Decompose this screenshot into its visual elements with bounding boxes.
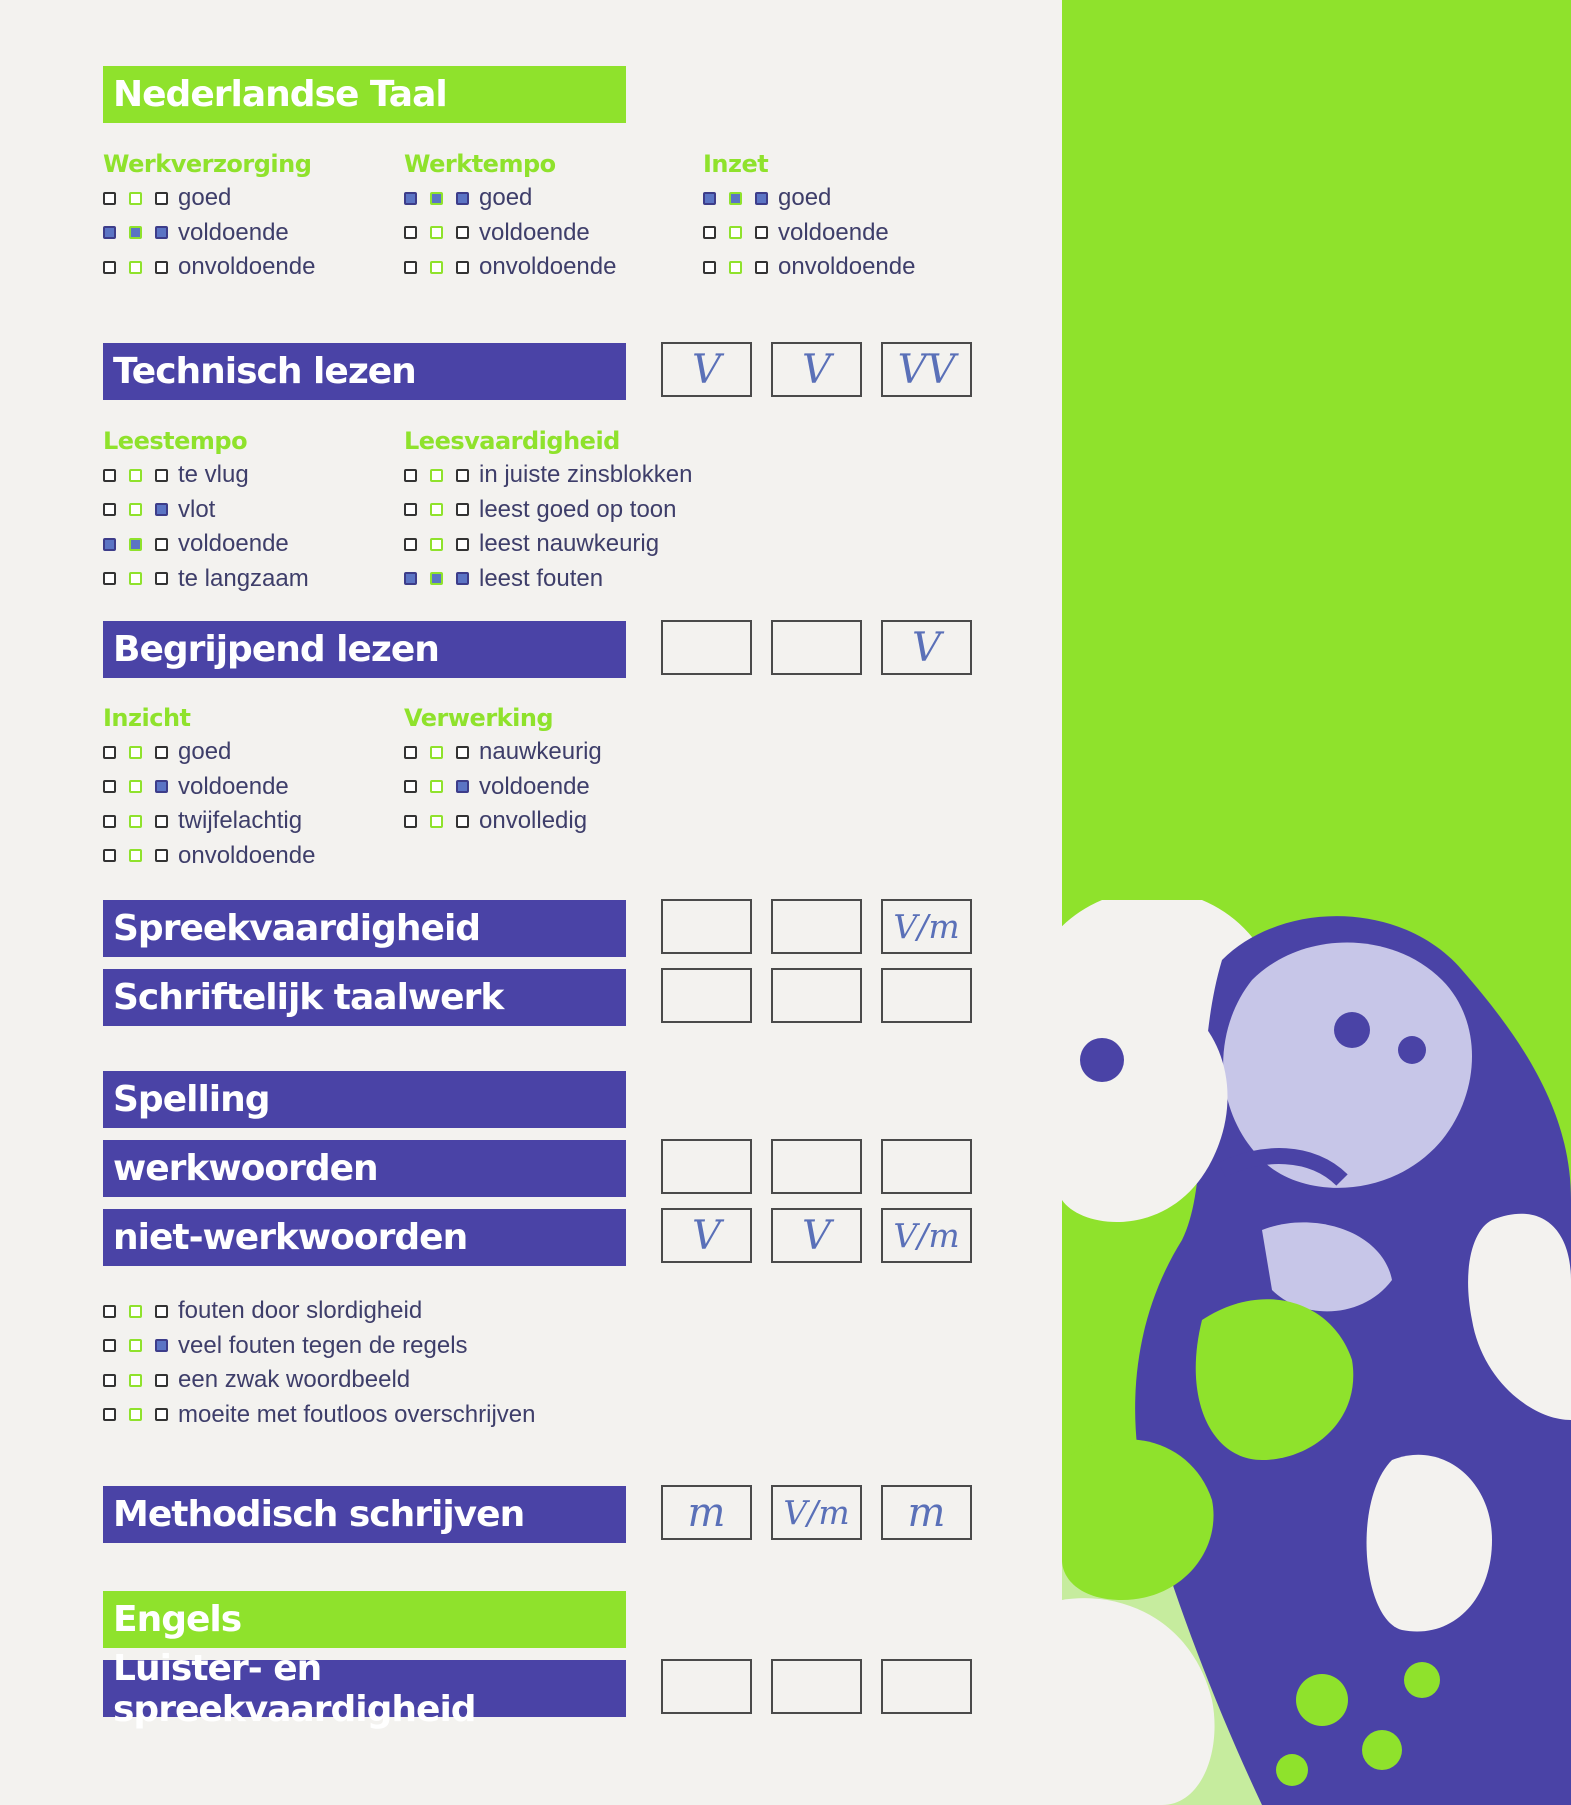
period-checkboxes <box>103 192 168 205</box>
section-title: niet-werkwoorden <box>113 1217 468 1258</box>
checkbox-period-2[interactable] <box>430 503 443 516</box>
checkbox-period-2[interactable] <box>129 849 142 862</box>
section-banner-nederlandse-taal <box>103 66 626 123</box>
checkbox-period-1[interactable] <box>103 261 116 274</box>
period-checkboxes <box>103 572 168 585</box>
checkbox-period-1[interactable] <box>404 780 417 793</box>
grade-box-period-1[interactable] <box>661 899 752 954</box>
period-checkboxes <box>103 849 168 862</box>
section-banner-niet-werkwoorden <box>103 1209 626 1266</box>
option-row <box>404 529 659 559</box>
section-banner-methodisch-schrijven <box>103 1486 626 1543</box>
checkbox-period-3[interactable] <box>155 849 168 862</box>
checkbox-period-3[interactable] <box>155 261 168 274</box>
checkbox-period-3[interactable] <box>456 469 469 482</box>
checkbox-period-1[interactable] <box>404 503 417 516</box>
checkbox-period-1[interactable] <box>103 538 116 551</box>
option-label: moeite met foutloos overschrijven <box>178 1400 536 1428</box>
checkbox-period-1[interactable] <box>103 503 116 516</box>
checkbox-period-2[interactable] <box>129 1339 142 1352</box>
checkbox-period-3[interactable] <box>155 1339 168 1352</box>
group-title: Leesvaardigheid <box>404 427 620 455</box>
option-row <box>404 806 587 836</box>
grade-box-period-1[interactable] <box>661 968 752 1023</box>
option-label: onvolledig <box>479 807 588 834</box>
grade-box-period-1[interactable] <box>661 1659 752 1714</box>
section-banner-engels <box>103 1591 626 1648</box>
checkbox-period-2[interactable] <box>129 503 142 516</box>
section-title: Schriftelijk taalwerk <box>113 977 504 1018</box>
checkbox-period-1[interactable] <box>404 226 417 239</box>
checkbox-period-1[interactable] <box>103 780 116 793</box>
checkbox-period-3[interactable] <box>456 538 469 551</box>
option-row <box>404 183 532 213</box>
checkbox-period-1[interactable] <box>103 469 116 482</box>
checkbox-period-3[interactable] <box>155 572 168 585</box>
checkbox-period-2[interactable] <box>129 572 142 585</box>
option-row <box>703 218 889 248</box>
checkbox-period-1[interactable] <box>103 192 116 205</box>
checkbox-period-1[interactable] <box>404 261 417 274</box>
grade-box-period-2[interactable]: V <box>771 1208 862 1263</box>
checkbox-period-3[interactable] <box>155 746 168 759</box>
checkbox-period-1[interactable] <box>103 1305 116 1318</box>
period-checkboxes <box>404 469 469 482</box>
section-banner-technisch-lezen <box>103 343 626 400</box>
grade-box-period-2[interactable]: V <box>771 342 862 397</box>
period-checkboxes <box>103 469 168 482</box>
checkbox-period-3[interactable] <box>456 746 469 759</box>
checkbox-period-2[interactable] <box>729 226 742 239</box>
period-checkboxes <box>404 780 469 793</box>
checkbox-period-3[interactable] <box>155 226 168 239</box>
checkbox-period-1[interactable] <box>703 261 716 274</box>
section-title: Spreekvaardigheid <box>113 908 481 949</box>
option-row <box>404 495 677 525</box>
checkbox-period-3[interactable] <box>456 572 469 585</box>
section-banner-begrijpend-lezen <box>103 621 626 678</box>
checkbox-period-2[interactable] <box>430 572 443 585</box>
checkbox-period-1[interactable] <box>103 1374 116 1387</box>
grade-box-period-1[interactable] <box>661 620 752 675</box>
option-row <box>103 218 289 248</box>
section-title: Nederlandse Taal <box>113 74 447 115</box>
option-row <box>703 252 915 282</box>
section-title: werkwoorden <box>113 1148 378 1189</box>
checkbox-period-3[interactable] <box>155 469 168 482</box>
grade-box-period-3[interactable] <box>881 1659 972 1714</box>
period-checkboxes <box>103 1374 168 1387</box>
option-label: onvoldoende <box>178 841 316 869</box>
checkbox-period-1[interactable] <box>404 746 417 759</box>
option-label: goed <box>778 184 832 211</box>
option-row <box>103 1296 422 1326</box>
option-label: onvoldoende <box>778 253 916 280</box>
period-checkboxes <box>103 503 168 516</box>
checkbox-period-1[interactable] <box>103 226 116 239</box>
period-checkboxes <box>103 746 168 759</box>
period-checkboxes <box>404 815 469 828</box>
checkbox-period-2[interactable] <box>129 780 142 793</box>
option-row <box>404 564 603 594</box>
group-title: Inzicht <box>103 704 191 732</box>
option-row <box>703 183 831 213</box>
checkbox-period-2[interactable] <box>129 1408 142 1421</box>
checkbox-period-3[interactable] <box>456 261 469 274</box>
checkbox-period-2[interactable] <box>129 815 142 828</box>
section-banner-luister-en-spreekvaardigheid <box>103 1647 626 1730</box>
grade-box-period-2[interactable]: V/m <box>771 1485 862 1540</box>
checkbox-period-1[interactable] <box>103 815 116 828</box>
option-label: in juiste zinsblokken <box>479 461 693 488</box>
checkbox-period-3[interactable] <box>155 192 168 205</box>
option-row <box>103 564 309 594</box>
section-title: Luister- en spreekvaardigheid <box>113 1647 476 1730</box>
period-checkboxes <box>103 261 168 274</box>
option-row <box>404 252 616 282</box>
option-label: te langzaam <box>178 564 309 592</box>
checkbox-period-2[interactable] <box>129 746 142 759</box>
period-checkboxes <box>404 538 469 551</box>
period-checkboxes <box>103 226 168 239</box>
option-row <box>103 737 231 767</box>
grade-box-period-2[interactable] <box>771 1139 862 1194</box>
checkbox-period-3[interactable] <box>755 261 768 274</box>
option-row <box>103 772 289 802</box>
option-row <box>103 460 249 490</box>
option-row <box>103 1400 536 1430</box>
checkbox-period-2[interactable] <box>129 226 142 239</box>
section-banner-werkwoorden <box>103 1140 626 1197</box>
checkbox-period-3[interactable] <box>456 503 469 516</box>
period-checkboxes <box>703 192 768 205</box>
grade-box-period-1[interactable]: V <box>661 342 752 397</box>
period-checkboxes <box>404 226 469 239</box>
group-title: Inzet <box>703 150 769 178</box>
checkbox-period-1[interactable] <box>103 1408 116 1421</box>
checkbox-period-2[interactable] <box>430 261 443 274</box>
checkbox-period-2[interactable] <box>129 1305 142 1318</box>
grade-box-period-3[interactable]: V <box>881 620 972 675</box>
option-row <box>103 841 315 871</box>
checkbox-period-3[interactable] <box>456 780 469 793</box>
period-checkboxes <box>703 226 768 239</box>
grade-box-period-3[interactable]: V/m <box>881 899 972 954</box>
option-row <box>404 460 692 490</box>
option-label: voldoende <box>479 218 590 246</box>
checkbox-period-1[interactable] <box>103 849 116 862</box>
option-label: onvoldoende <box>479 253 617 280</box>
option-label: goed <box>178 738 232 765</box>
checkbox-period-2[interactable] <box>129 261 142 274</box>
grade-box-period-2[interactable] <box>771 899 862 954</box>
period-checkboxes <box>703 261 768 274</box>
grade-box-period-2[interactable] <box>771 1659 862 1714</box>
grade-box-period-3[interactable] <box>881 968 972 1023</box>
option-row <box>404 737 602 767</box>
option-label: onvoldoende <box>178 253 316 280</box>
option-label: voldoende <box>178 530 289 557</box>
checkbox-period-2[interactable] <box>129 538 142 551</box>
checkbox-period-2[interactable] <box>729 261 742 274</box>
period-checkboxes <box>103 780 168 793</box>
option-label: leest fouten <box>479 564 604 592</box>
section-title: Engels <box>113 1599 242 1640</box>
checkbox-period-2[interactable] <box>129 469 142 482</box>
checkbox-period-1[interactable] <box>703 192 716 205</box>
option-row <box>103 1365 410 1395</box>
checkbox-period-2[interactable] <box>430 815 443 828</box>
period-checkboxes <box>103 1339 168 1352</box>
section-title: Spelling <box>113 1079 270 1120</box>
checkbox-period-3[interactable] <box>155 538 168 551</box>
section-banner-spreekvaardigheid <box>103 900 626 957</box>
checkbox-period-3[interactable] <box>456 226 469 239</box>
checkbox-period-2[interactable] <box>430 746 443 759</box>
section-title: Methodisch schrijven <box>113 1494 525 1535</box>
period-checkboxes <box>103 1305 168 1318</box>
grade-box-period-3[interactable]: m <box>881 1485 972 1540</box>
checkbox-period-2[interactable] <box>129 192 142 205</box>
checkbox-period-3[interactable] <box>155 503 168 516</box>
group-title: Werkverzorging <box>103 150 312 178</box>
option-label: twijfelachtig <box>178 807 303 834</box>
option-label: leest goed op toon <box>479 495 677 523</box>
option-row <box>103 252 315 282</box>
option-label: voldoende <box>479 772 590 800</box>
option-label: te vlug <box>178 461 249 488</box>
checkbox-period-2[interactable] <box>129 1374 142 1387</box>
checkbox-period-2[interactable] <box>729 192 742 205</box>
checkbox-period-1[interactable] <box>103 1339 116 1352</box>
period-checkboxes <box>404 572 469 585</box>
option-row <box>103 1331 468 1361</box>
section-title: Begrijpend lezen <box>113 629 439 670</box>
checkbox-period-1[interactable] <box>404 469 417 482</box>
checkbox-period-1[interactable] <box>404 572 417 585</box>
option-row <box>404 772 590 802</box>
option-row <box>404 218 590 248</box>
option-label: leest nauwkeurig <box>479 530 660 557</box>
checkbox-period-3[interactable] <box>755 226 768 239</box>
checkbox-period-3[interactable] <box>155 1374 168 1387</box>
option-label: goed <box>178 184 232 211</box>
checkbox-period-1[interactable] <box>404 538 417 551</box>
checkbox-period-3[interactable] <box>155 815 168 828</box>
checkbox-period-1[interactable] <box>703 226 716 239</box>
option-label: fouten door slordigheid <box>178 1297 423 1324</box>
period-checkboxes <box>103 538 168 551</box>
checkbox-period-3[interactable] <box>755 192 768 205</box>
checkbox-period-2[interactable] <box>430 469 443 482</box>
option-label: goed <box>479 184 533 211</box>
checkbox-period-2[interactable] <box>430 226 443 239</box>
option-label: voldoende <box>178 772 289 800</box>
checkbox-period-3[interactable] <box>456 815 469 828</box>
group-title: Leestempo <box>103 427 248 455</box>
section-banner-schriftelijk-taalwerk <box>103 969 626 1026</box>
checkbox-period-1[interactable] <box>404 815 417 828</box>
option-row <box>103 495 215 525</box>
checkbox-period-1[interactable] <box>404 192 417 205</box>
period-checkboxes <box>103 815 168 828</box>
checkbox-period-1[interactable] <box>103 572 116 585</box>
option-label: nauwkeurig <box>479 738 602 765</box>
grade-box-period-3[interactable] <box>881 1139 972 1194</box>
grade-box-period-1[interactable] <box>661 1139 752 1194</box>
period-checkboxes <box>404 503 469 516</box>
option-row <box>103 806 302 836</box>
group-title: Werktempo <box>404 150 556 178</box>
checkbox-period-3[interactable] <box>155 1408 168 1421</box>
period-checkboxes <box>404 192 469 205</box>
option-row <box>103 529 289 559</box>
group-title: Verwerking <box>404 704 554 732</box>
grade-box-period-2[interactable] <box>771 620 862 675</box>
mascot-illustration <box>1062 900 1571 1805</box>
option-label: een zwak woordbeeld <box>178 1366 411 1393</box>
checkbox-period-3[interactable] <box>155 1305 168 1318</box>
checkbox-period-3[interactable] <box>155 780 168 793</box>
checkbox-period-3[interactable] <box>456 192 469 205</box>
option-row <box>103 183 231 213</box>
grade-box-period-1[interactable]: V <box>661 1208 752 1263</box>
section-title: Technisch lezen <box>113 351 416 392</box>
checkbox-period-2[interactable] <box>430 192 443 205</box>
option-label: veel fouten tegen de regels <box>178 1331 468 1359</box>
period-checkboxes <box>404 261 469 274</box>
option-label: voldoende <box>178 218 289 246</box>
grade-box-period-3[interactable]: V/m <box>881 1208 972 1263</box>
period-checkboxes <box>404 746 469 759</box>
checkbox-period-2[interactable] <box>430 538 443 551</box>
period-checkboxes <box>103 1408 168 1421</box>
grade-box-period-1[interactable]: m <box>661 1485 752 1540</box>
checkbox-period-1[interactable] <box>103 746 116 759</box>
checkbox-period-2[interactable] <box>430 780 443 793</box>
option-label: voldoende <box>778 218 889 246</box>
grade-box-period-2[interactable] <box>771 968 862 1023</box>
grade-box-period-3[interactable]: VV <box>881 342 972 397</box>
option-label: vlot <box>178 495 216 523</box>
section-banner-spelling <box>103 1071 626 1128</box>
